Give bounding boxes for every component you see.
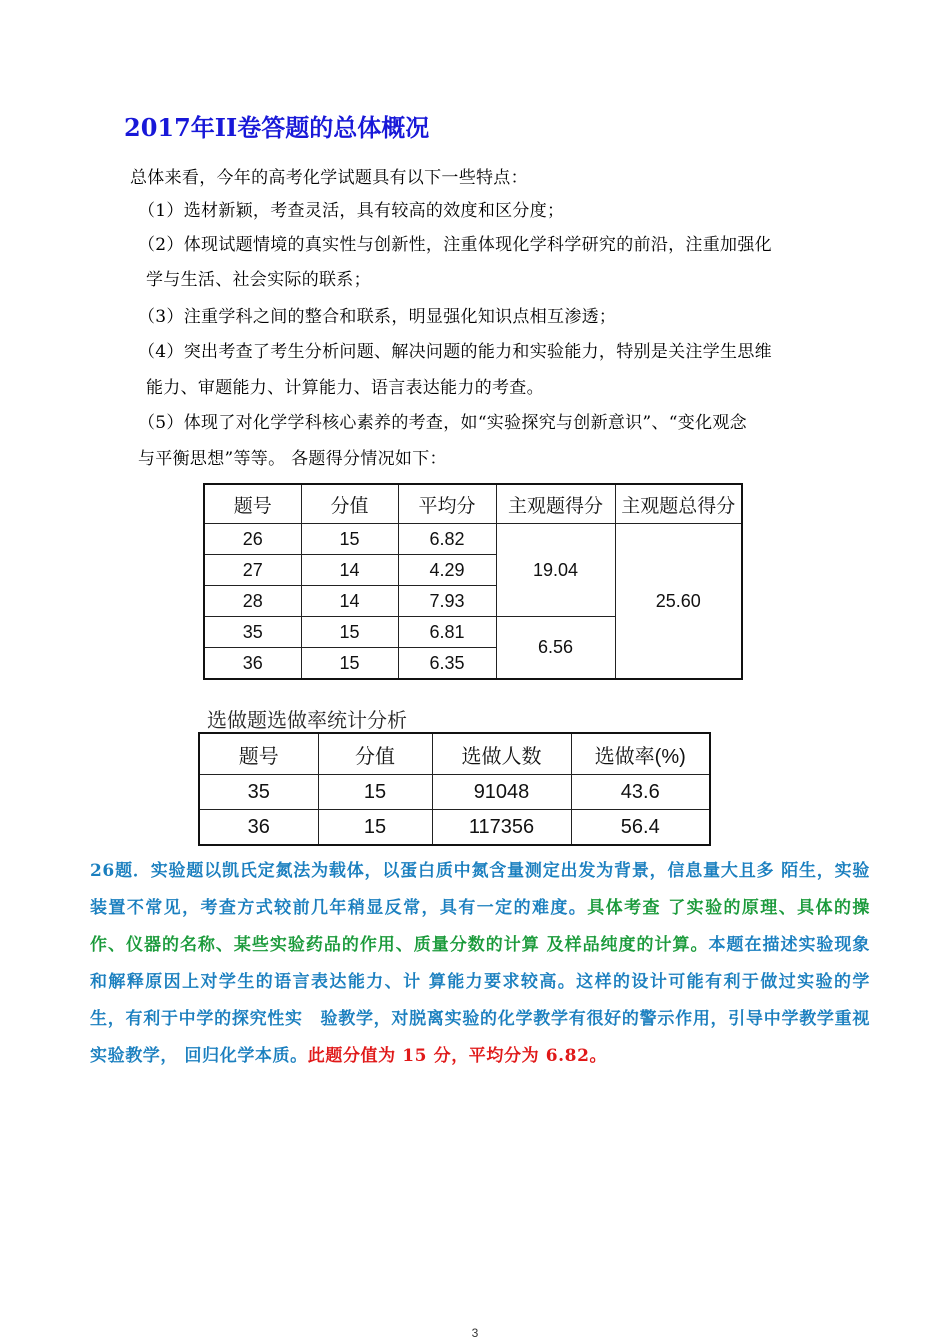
- score-table: [203, 483, 743, 680]
- table-caption: 选做题选做率统计分析: [207, 710, 407, 732]
- score-cell: 15: [301, 617, 398, 648]
- count-cell: 117356: [432, 810, 571, 846]
- analysis-segment-intro: 26题．实验题以凯氏定氮法为载体，以蛋白质中氮含量测定出发为背景，信息量大且多 陌生，实验装置不常见，考查方式较前几年稍显反常，具有一定的难度。: [90, 861, 870, 918]
- analysis-segment-evaluation: 本题在描述实验现象和解释原因上对学生的语言表达能力、计 算能力要求较高。这样的设计可能有利于做过实验的学生，有利于中学的探究性实 验教学，对脱离实验的化学教学有很好的警示作用，引导中学教学重视实验教学， 回归化学本质。: [90, 935, 871, 1066]
- analysis-segment-score: 此题分值为 15 分，平均分为 6.82。: [307, 1046, 608, 1066]
- page-number: 3: [471, 1326, 479, 1340]
- question-cell: 36: [199, 810, 318, 846]
- question-cell: 26: [204, 524, 301, 555]
- subjective-score-cell: 19.04: [496, 524, 615, 617]
- subjective-total-cell: 25.60: [615, 524, 742, 680]
- score-cell: 15: [318, 810, 432, 846]
- header-cell: 选做率(%): [571, 733, 710, 775]
- question-cell: 28: [204, 586, 301, 617]
- rate-cell: 56.4: [571, 810, 710, 846]
- header-cell: 题号: [204, 484, 301, 524]
- average-cell: 6.82: [398, 524, 496, 555]
- average-cell: 6.35: [398, 648, 496, 680]
- average-cell: 7.93: [398, 586, 496, 617]
- count-cell: 91048: [432, 775, 571, 810]
- question-26-analysis: [90, 853, 870, 1075]
- score-cell: 15: [301, 524, 398, 555]
- rate-cell: 43.6: [571, 775, 710, 810]
- header-cell: 分值: [301, 484, 398, 524]
- intro-line: 与平衡思想”等等。 各题得分情况如下：: [138, 449, 447, 469]
- question-cell: 35: [204, 617, 301, 648]
- table-header-row: [204, 484, 742, 524]
- header-cell: 分值: [318, 733, 432, 775]
- intro-line: （5）体现了对化学学科核心素养的考查，如“实验探究与创新意识”、“变化观念: [138, 413, 747, 433]
- header-cell: 平均分: [398, 484, 496, 524]
- table-header-row: [199, 733, 710, 775]
- intro-line: （2）体现试题情境的真实性与创新性，注重体现化学科学研究的前沿，注重加强化: [138, 235, 772, 255]
- header-cell: 主观题总得分: [615, 484, 742, 524]
- question-cell: 27: [204, 555, 301, 586]
- score-cell: 15: [301, 648, 398, 680]
- intro-line: （1）选材新颖，考查灵活，具有较高的效度和区分度；: [138, 201, 565, 221]
- table-row: [204, 524, 742, 555]
- intro-line: （4）突出考查了考生分析问题、解决问题的能力和实验能力，特别是关注学生思维: [138, 342, 772, 362]
- intro-line: 能力、审题能力、计算能力、语言表达能力的考查。: [146, 378, 544, 398]
- subjective-score-cell: 6.56: [496, 617, 615, 680]
- score-cell: 14: [301, 555, 398, 586]
- score-cell: 15: [318, 775, 432, 810]
- table-row: [199, 810, 710, 846]
- analysis-segment-content: 具体考查 了实验的原理、具体的操作、仪器的名称、某些实验药品的作用、质量分数的计算 及样品纯度的计算。: [90, 898, 870, 955]
- intro-line: 学与生活、社会实际的联系；: [146, 270, 371, 290]
- intro-line: 总体来看，今年的高考化学试题具有以下一些特点：: [130, 168, 528, 188]
- intro-line: （3）注重学科之间的整合和联系，明显强化知识点相互渗透；: [138, 307, 617, 327]
- header-cell: 选做人数: [432, 733, 571, 775]
- header-cell: 题号: [199, 733, 318, 775]
- question-cell: 36: [204, 648, 301, 680]
- table-row: [199, 775, 710, 810]
- score-cell: 14: [301, 586, 398, 617]
- average-cell: 6.81: [398, 617, 496, 648]
- average-cell: 4.29: [398, 555, 496, 586]
- header-cell: 主观题得分: [496, 484, 615, 524]
- page-title: 2017年II卷答题的总体概况: [124, 113, 430, 142]
- elective-rate-table: [198, 732, 711, 846]
- question-cell: 35: [199, 775, 318, 810]
